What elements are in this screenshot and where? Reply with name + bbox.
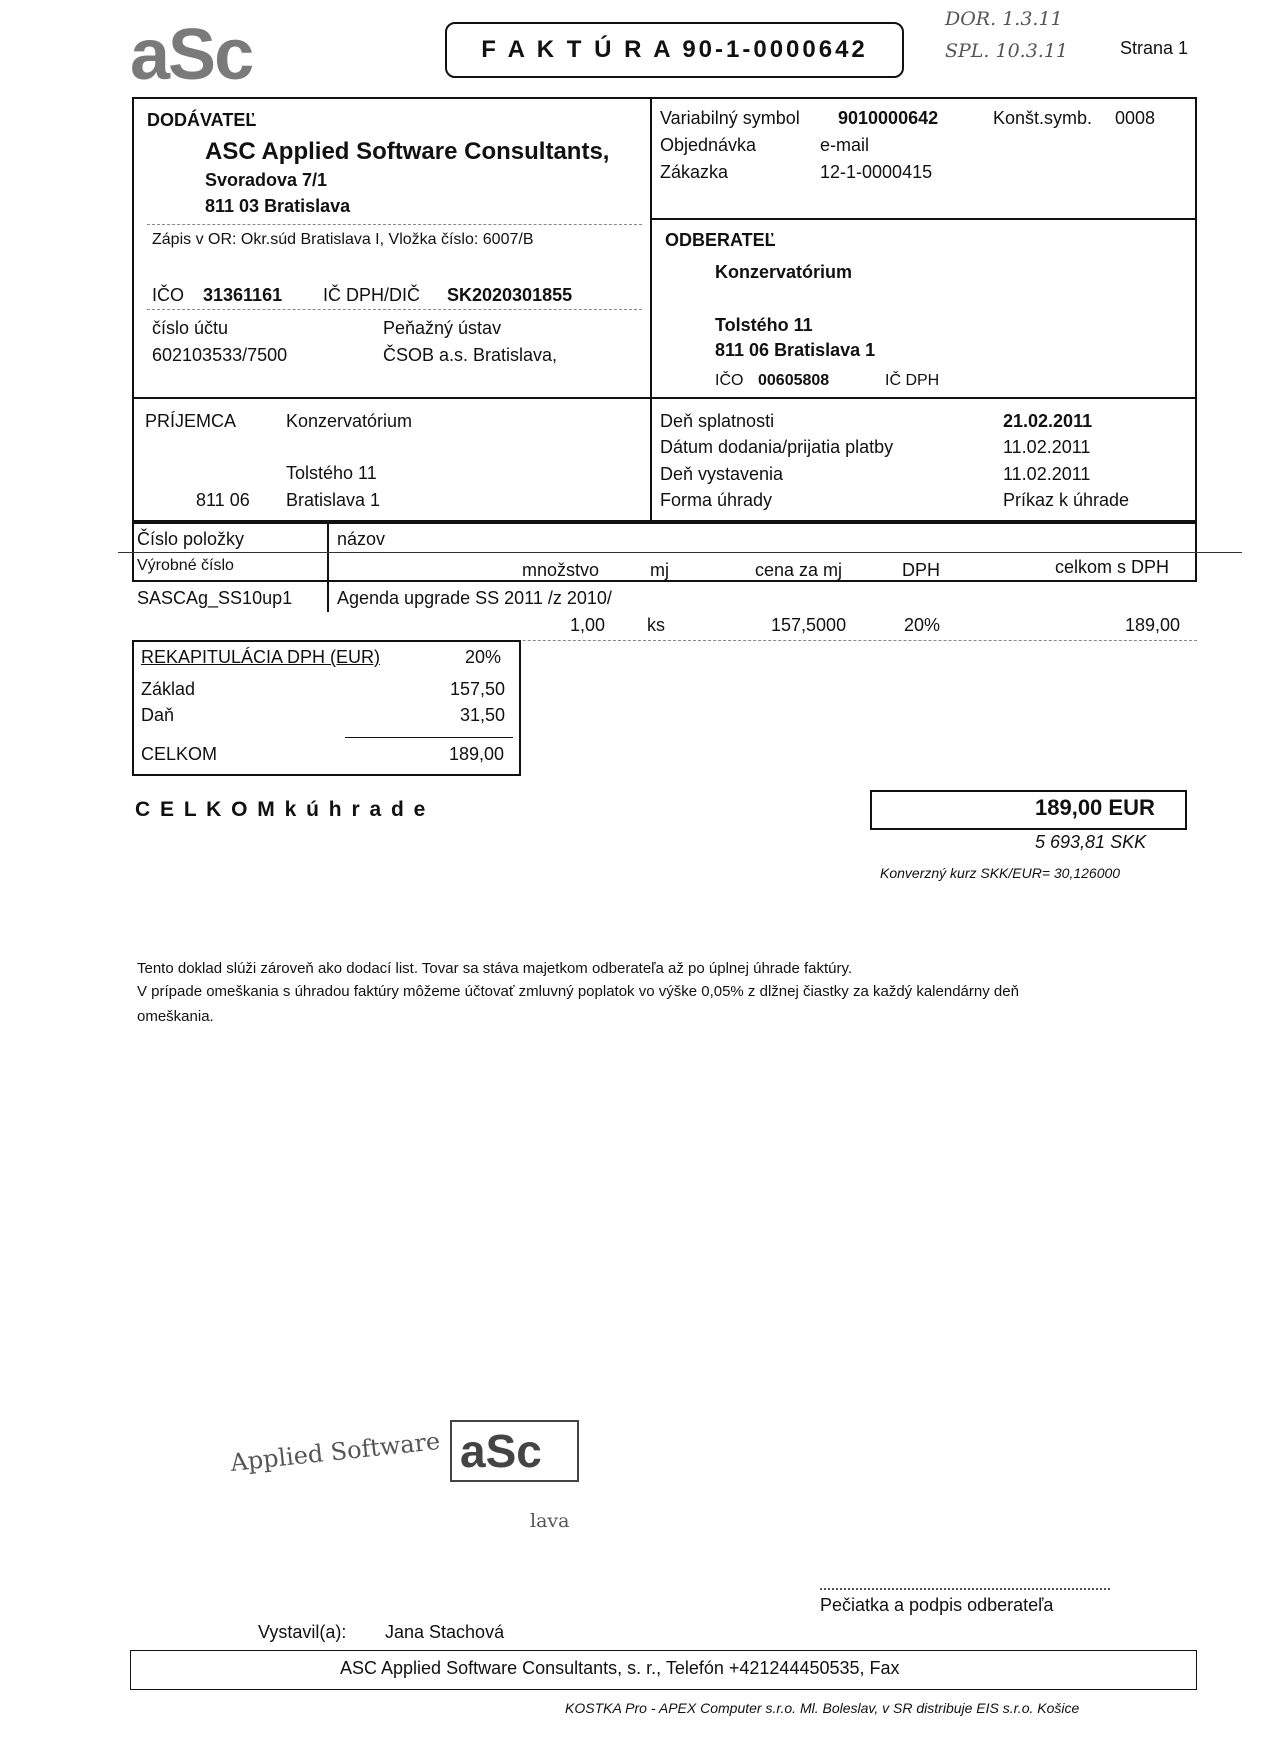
delivery-date-label: Dátum dodania/prijatia platby bbox=[660, 437, 894, 457]
vat-base-label: Základ bbox=[141, 679, 196, 699]
customer-city: 811 06 Bratislava 1 bbox=[715, 340, 876, 360]
supplier-heading: DODÁVATEĽ bbox=[147, 110, 257, 130]
conversion-rate: Konverzný kurz SKK/EUR= 30,126000 bbox=[880, 865, 1121, 881]
company-stamp bbox=[225, 1420, 585, 1570]
total-eur: 189,00 EUR bbox=[1035, 795, 1155, 820]
vat-sum-line bbox=[345, 737, 513, 738]
issued-by-name: Jana Stachová bbox=[385, 1622, 505, 1642]
supplier-street: Svoradova 7/1 bbox=[205, 170, 328, 190]
vat-tax-label: Daň bbox=[141, 705, 175, 725]
total-header: celkom s DPH bbox=[1055, 557, 1170, 577]
price-header: cena za mj bbox=[755, 560, 843, 580]
supplier-dic: SK2020301855 bbox=[447, 285, 573, 305]
job-label: Zákazka bbox=[660, 162, 729, 182]
header-divider bbox=[650, 97, 652, 522]
variable-symbol-label: Variabilný symbol bbox=[660, 108, 800, 128]
supplier-separator bbox=[147, 224, 642, 225]
item-name: Agenda upgrade SS 2011 /z 2010/ bbox=[337, 588, 612, 608]
customer-heading: ODBERATEĽ bbox=[665, 230, 776, 250]
item-quantity: 1,00 bbox=[570, 615, 606, 635]
stamp-text: Applied Software bbox=[229, 1427, 442, 1477]
customer-ico-label: IČO bbox=[715, 372, 744, 389]
company-logo: aSc bbox=[130, 15, 253, 95]
item-total: 189,00 bbox=[1125, 615, 1181, 635]
recipient-city: Bratislava 1 bbox=[286, 490, 381, 510]
constant-symbol: 0008 bbox=[1115, 108, 1156, 128]
signature-line bbox=[820, 1588, 1110, 1590]
total-to-pay-label: C E L K O M k ú h r a d e bbox=[135, 798, 428, 821]
item-code: SASCAg_SS10up1 bbox=[137, 588, 293, 608]
vat-recap-rate: 20% bbox=[465, 647, 502, 667]
footer-bottom-line bbox=[130, 1689, 1197, 1690]
variable-symbol: 9010000642 bbox=[838, 108, 939, 128]
supplier-ico: 31361161 bbox=[203, 285, 283, 305]
issued-by-label: Vystavil(a): bbox=[258, 1622, 347, 1642]
handwritten-note-2: SPL. 10.3.11 bbox=[945, 40, 1069, 62]
stamp-city-fragment: lava bbox=[530, 1510, 570, 1532]
handwritten-note-1: DOR. 1.3.11 bbox=[945, 8, 1063, 30]
note-line-3: omeškania. bbox=[137, 1008, 214, 1025]
recipient-label: PRÍJEMCA bbox=[145, 411, 237, 431]
due-date: 21.02.2011 bbox=[1003, 411, 1093, 431]
vat-recap-title: REKAPITULÁCIA DPH (EUR) bbox=[141, 647, 381, 667]
recipient-name: Konzervatórium bbox=[286, 411, 413, 431]
recipient-divider bbox=[132, 397, 1197, 399]
supplier-dic-label: IČ DPH/DIČ bbox=[323, 285, 421, 305]
vat-header: DPH bbox=[902, 560, 941, 580]
unit-header: mj bbox=[650, 560, 669, 580]
due-date-label: Deň splatnosti bbox=[660, 411, 775, 431]
invoice-title-text: F A K T Ú R A 90-1-0000642 bbox=[481, 36, 868, 63]
note-line-1: Tento doklad slúži zároveň ako dodací list. Tovar sa stáva majetkom odberateľa až po úplnej úhrade faktúry. bbox=[137, 960, 853, 977]
constant-symbol-label: Konšt.symb. bbox=[993, 108, 1093, 128]
customer-street: Tolstého 11 bbox=[715, 315, 813, 335]
order-label: Objednávka bbox=[660, 135, 757, 155]
supplier-name: ASC Applied Software Consultants, bbox=[205, 138, 610, 165]
symbols-divider bbox=[650, 218, 1197, 220]
job-value: 12-1-0000415 bbox=[820, 162, 933, 182]
account-number: 602103533/7500 bbox=[152, 345, 288, 365]
delivery-date: 11.02.2011 bbox=[1003, 437, 1091, 457]
customer-ico: 00605808 bbox=[758, 372, 830, 389]
stamp-logo-frame bbox=[450, 1420, 579, 1482]
account-label: číslo účtu bbox=[152, 318, 229, 338]
page-number: Strana 1 bbox=[1120, 38, 1189, 58]
vat-tax: 31,50 bbox=[460, 705, 506, 725]
quantity-header: množstvo bbox=[522, 560, 600, 580]
vat-total: 189,00 bbox=[449, 744, 505, 764]
supplier-separator-2 bbox=[147, 309, 642, 310]
supplier-city: 811 03 Bratislava bbox=[205, 196, 351, 216]
item-name-header: názov bbox=[337, 529, 386, 549]
customer-dic-label: IČ DPH bbox=[885, 372, 940, 389]
items-column-divider bbox=[327, 522, 329, 612]
item-price: 157,5000 bbox=[771, 615, 847, 635]
invoice-title bbox=[445, 22, 904, 78]
production-number-header: Výrobné číslo bbox=[137, 557, 234, 574]
item-vat: 20% bbox=[904, 615, 941, 635]
recipient-street: Tolstého 11 bbox=[286, 463, 377, 483]
footer-company: ASC Applied Software Consultants, s. r., Telefón +421244450535, Fax bbox=[340, 1658, 900, 1678]
supplier-register: Zápis v OR: Okr.súd Bratislava I, Vložka číslo: 6007/B bbox=[152, 231, 534, 248]
vat-base: 157,50 bbox=[450, 679, 506, 699]
vat-total-label: CELKOM bbox=[141, 744, 218, 764]
item-unit: ks bbox=[647, 615, 665, 635]
bank-label: Peňažný ústav bbox=[383, 318, 502, 338]
note-line-2: V prípade omeškania s úhradou faktúry môžeme účtovať zmluvný poplatok vo výške 0,05% z dlžnej čiastky za každý kalendárny deň bbox=[137, 983, 1019, 1000]
footer-software: KOSTKA Pro - APEX Computer s.r.o. Ml. Boleslav, v SR distribuje EIS s.r.o. Košice bbox=[565, 1700, 1080, 1716]
supplier-ico-label: IČO bbox=[152, 285, 185, 305]
payment-method-label: Forma úhrady bbox=[660, 490, 773, 510]
total-skk: 5 693,81 SKK bbox=[1035, 832, 1147, 852]
footer-left-line bbox=[130, 1650, 131, 1690]
payment-method: Príkaz k úhrade bbox=[1003, 490, 1130, 510]
issue-date: 11.02.2011 bbox=[1003, 464, 1091, 484]
customer-name: Konzervatórium bbox=[715, 262, 853, 282]
footer-top-line bbox=[130, 1650, 1197, 1651]
order-value: e-mail bbox=[820, 135, 870, 155]
footer-right-line bbox=[1196, 1650, 1197, 1690]
recipient-zip: 811 06 bbox=[196, 490, 250, 510]
items-header-midline bbox=[118, 552, 1242, 553]
signature-label: Pečiatka a podpis odberateľa bbox=[820, 1595, 1054, 1615]
item-number-header: Číslo položky bbox=[137, 529, 245, 549]
issue-date-label: Deň vystavenia bbox=[660, 464, 784, 484]
bank-name: ČSOB a.s. Bratislava, bbox=[383, 345, 558, 365]
stamp-logo: aSc bbox=[460, 1425, 542, 1477]
